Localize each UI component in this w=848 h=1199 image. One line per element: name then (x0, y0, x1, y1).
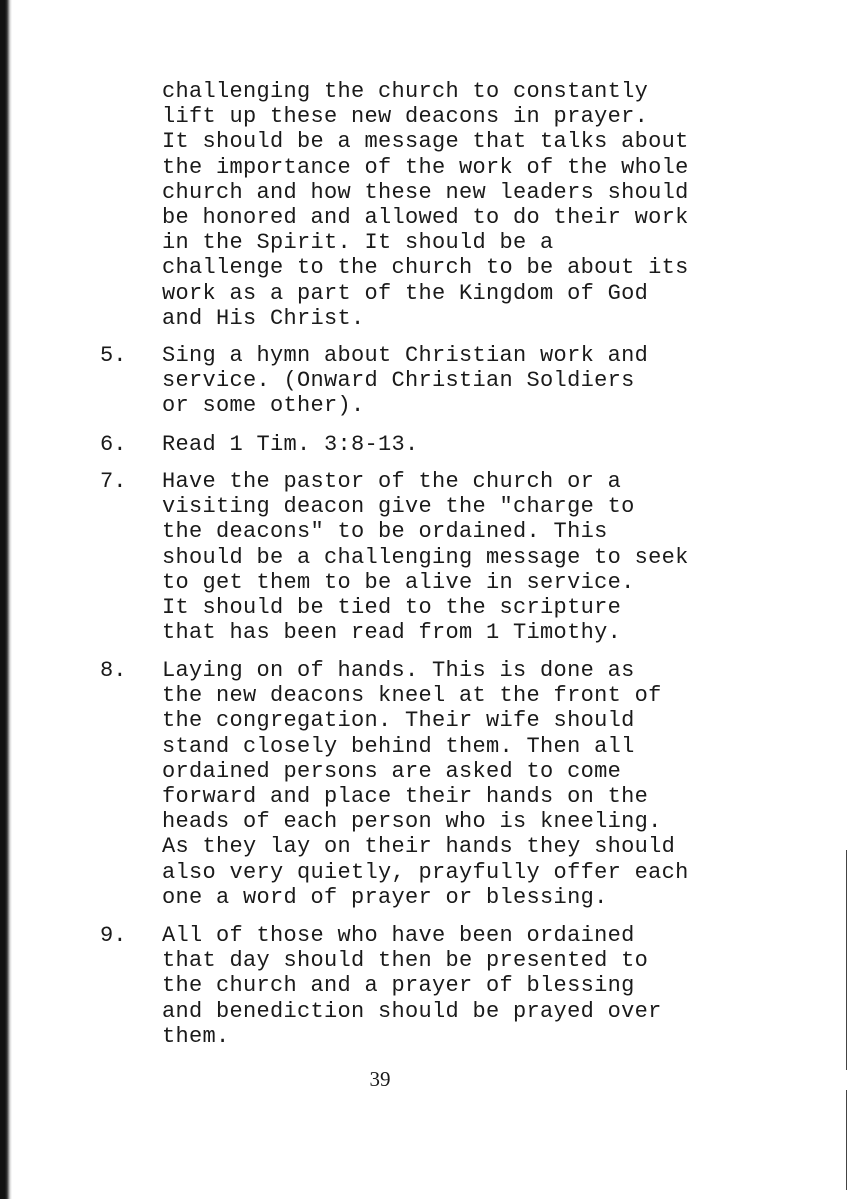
text-line: Laying on of hands. This is done as (162, 658, 635, 683)
text-line: heads of each person who is kneeling. (162, 809, 662, 835)
text-line: the deacons" to be ordained. This (162, 519, 608, 545)
scan-edge-mark (846, 850, 847, 1070)
text-line: to get them to be alive in service. (162, 569, 635, 595)
list-item (162, 432, 802, 457)
text-line: work as a part of the Kingdom of God (162, 280, 649, 306)
text-line: challenge to the church to be about its (162, 255, 689, 281)
text-line: stand closely behind them. Then all (162, 733, 635, 759)
text-line: and benediction should be prayed over (162, 998, 662, 1024)
text-line: them. (162, 1023, 230, 1049)
text-line: Have the pastor of the church or a (162, 469, 622, 494)
item-number: 5. (100, 343, 127, 368)
text-line: the new deacons kneel at the front of (162, 683, 662, 709)
text-line: Read 1 Tim. 3:8-13. (162, 432, 419, 457)
item-number: 6. (100, 432, 127, 457)
text-line: visiting deacon give the "charge to (162, 494, 635, 520)
item-number: 9. (100, 923, 127, 948)
text-line: forward and place their hands on the (162, 783, 649, 809)
text-line: that day should then be presented to (162, 948, 649, 974)
text-line: It should be tied to the scripture (162, 594, 622, 620)
text-line: the importance of the work of the whole (162, 154, 689, 180)
text-line: challenging the church to constantly (162, 79, 649, 104)
text-line: in the Spirit. It should be a (162, 230, 554, 256)
text-line: All of those who have been ordained (162, 923, 635, 948)
text-line: As they lay on their hands they should (162, 834, 676, 860)
text-line: Sing a hymn about Christian work and (162, 343, 649, 368)
text-line: also very quietly, prayfully offer each (162, 859, 689, 885)
text-line: It should be a message that talks about (162, 129, 689, 155)
intro-paragraph (162, 79, 802, 331)
text-line: and His Christ. (162, 305, 365, 331)
text-line: that has been read from 1 Timothy. (162, 620, 622, 646)
page-number: 39 (369, 1067, 391, 1091)
list-item (162, 923, 802, 1049)
text-line: the congregation. Their wife should (162, 708, 635, 734)
scan-binding-edge (0, 0, 12, 1199)
list-item (162, 658, 802, 910)
item-number: 8. (100, 658, 127, 683)
text-line: the church and a prayer of blessing (162, 973, 635, 999)
text-line: service. (Onward Christian Soldiers (162, 368, 635, 394)
text-line: should be a challenging message to seek (162, 544, 689, 570)
scan-edge-mark-lower (846, 1090, 847, 1190)
text-line: lift up these new deacons in prayer. (162, 104, 649, 130)
text-line: ordained persons are asked to come (162, 758, 622, 784)
item-number: 7. (100, 469, 127, 494)
list-item (162, 469, 802, 645)
text-line: be honored and allowed to do their work (162, 204, 689, 230)
text-line: or some other). (162, 393, 365, 419)
text-line: church and how these new leaders should (162, 179, 689, 205)
list-item (162, 343, 802, 419)
text-line: one a word of prayer or blessing. (162, 884, 608, 910)
